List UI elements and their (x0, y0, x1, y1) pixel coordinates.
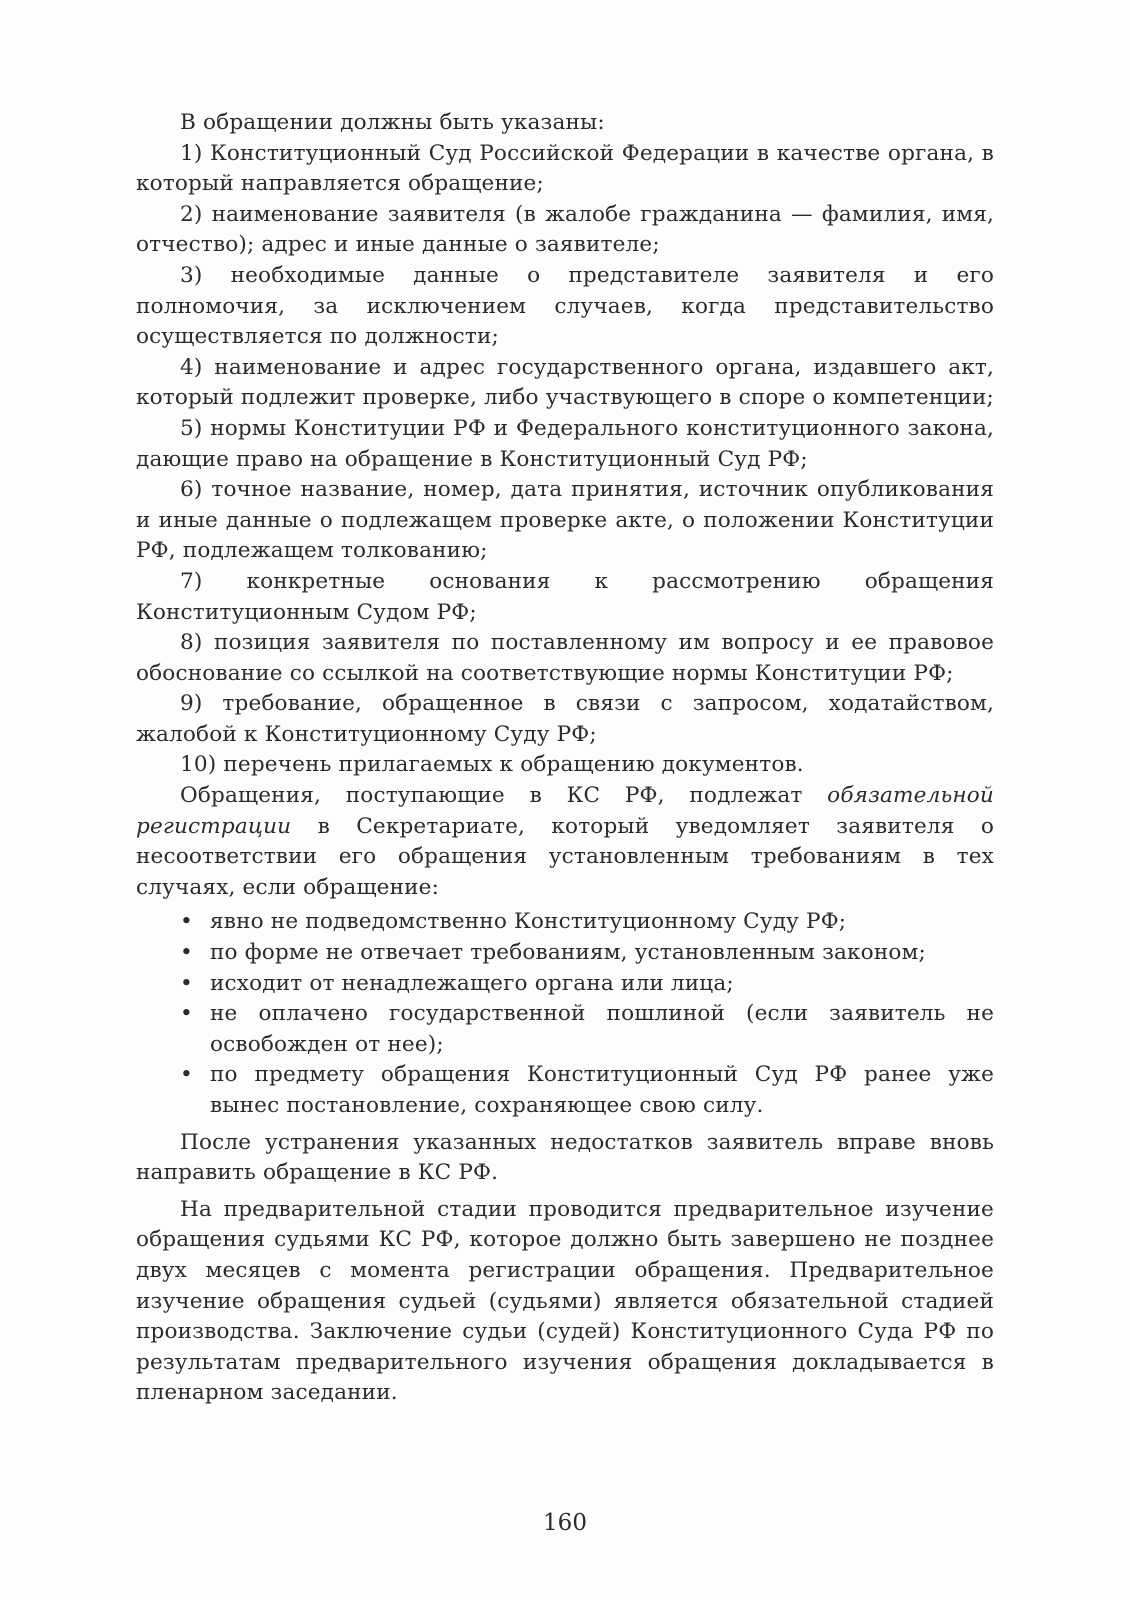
bullet-icon: • (180, 909, 193, 935)
bullet-item (136, 938, 994, 969)
registration-text-after: в Секретариате, который уведомляет заявителя о несоответствии его обращения установленным требованиям в тех случаях, если обращение: (136, 813, 994, 900)
registration-text-before: Обращения, поступающие в КС РФ, подлежат (180, 783, 828, 809)
registration-paragraph (136, 781, 994, 903)
bullet-icon: • (180, 1001, 193, 1027)
bullet-item (136, 1060, 994, 1121)
list-item: 1) Конституционный Суд Российской Федерации в качестве органа, в который направляется обращение; (136, 140, 994, 197)
requirements-intro: В обращении должны быть указаны: (180, 110, 605, 135)
bullet-item (136, 907, 994, 938)
registration-emphasis: обязательной регистрации (136, 783, 994, 839)
bullet-text: явно не подведомственно Конституционному Суду РФ; (210, 909, 847, 935)
bullet-text: по форме не отвечает требованиям, установленным законом; (210, 940, 926, 966)
list-item: 4) наименование и адрес государственного органа, издавшего акт, который подлежит проверке, либо участвующего в споре о компетенции; (136, 354, 994, 411)
list-item: 9) требование, обращенное в связи с запросом, ходатайством, жалобой к Конституционному Суду РФ; (136, 691, 994, 747)
list-item: 5) нормы Конституции РФ и Федерального конституционного закона, дающие право на обращение в Конституционный Суд РФ; (136, 415, 994, 472)
bullet-icon: • (180, 970, 193, 996)
after-correction-paragraph: После устранения указанных недостатков заявитель вправе вновь направить обращение в КС РФ. (136, 1129, 994, 1186)
page-number: 160 (543, 1510, 587, 1536)
bullet-item (136, 969, 994, 1000)
rejection-grounds-list (136, 907, 994, 1121)
page-body-text (136, 108, 994, 1409)
preliminary-stage-paragraph: На предварительной стадии проводится предварительное изучение обращения судьями КС РФ, которое должно быть завершено не позднее двух месяцев с момента регистрации обращения. Предварительное изучение обращения судьей (судьями) является обязательной стадией производства. Заключение судьи (судей) Конституционного Суда РФ по результатам предварительного изучения обращения докладывается в пленарном заседании. (136, 1196, 994, 1406)
list-item: 6) точное название, номер, дата принятия, источник опубликования и иные данные о подлежащем проверке акте, о положении Конституции РФ, подлежащем толкованию; (136, 477, 994, 564)
list-item: 7) конкретные основания к рассмотрению обращения Конституционным Судом РФ; (136, 568, 994, 625)
bullet-text: не оплачено государственной пошлиной (если заявитель не освобожден от нее); (210, 1001, 994, 1057)
bullet-item (136, 999, 994, 1060)
list-item: 3) необходимые данные о представителе заявителя и его полномочия, за исключением случаев, когда представительство осуществляется по должности; (136, 262, 994, 350)
bullet-icon: • (180, 1062, 193, 1088)
bullet-text: по предмету обращения Конституционный Суд РФ ранее уже вынес постановление, сохраняющее свою силу. (210, 1062, 994, 1118)
list-item: 10) перечень прилагаемых к обращению документов. (180, 752, 804, 778)
bullet-icon: • (180, 940, 193, 966)
list-item: 8) позиция заявителя по поставленному им вопросу и ее правовое обоснование со ссылкой на соответствующие нормы Конституции РФ; (136, 630, 994, 686)
list-item: 2) наименование заявителя (в жалобе гражданина — фамилия, имя, отчество); адрес и иные данные о заявителе; (136, 201, 994, 258)
bullet-text: исходит от ненадлежащего органа или лица; (210, 970, 734, 996)
numbered-requirements-list (136, 139, 994, 781)
